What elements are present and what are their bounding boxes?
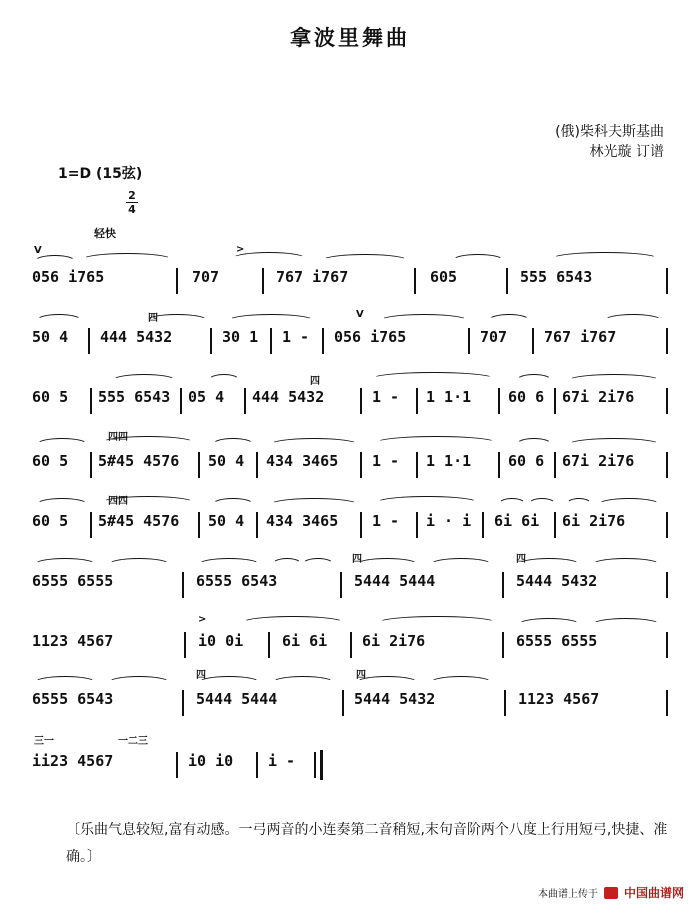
- bar-line: [498, 388, 500, 414]
- fingering-mark: 四四: [108, 432, 128, 443]
- footer: [538, 884, 684, 901]
- bar-line: [210, 328, 212, 354]
- measure: 767 i767: [544, 328, 617, 346]
- slur: [518, 558, 580, 571]
- bar-line: [342, 690, 344, 716]
- slur: [518, 618, 580, 631]
- credits: [555, 122, 664, 162]
- bar-line: [554, 512, 556, 538]
- fingering-mark: 四: [196, 670, 206, 681]
- slur: [356, 676, 418, 689]
- slur: [102, 436, 194, 449]
- slur: [372, 372, 494, 385]
- measure: 767 i767: [276, 268, 349, 286]
- slur: [272, 676, 334, 689]
- slur: [232, 252, 306, 265]
- measure: 67i 2i76: [562, 452, 635, 470]
- measure: 555 6543: [520, 268, 593, 286]
- slur: [552, 252, 658, 265]
- slur: [516, 374, 552, 387]
- bar-line: [90, 388, 92, 414]
- bar-line: [198, 512, 200, 538]
- measure: 1 -: [372, 452, 400, 470]
- site-logo-icon: [604, 887, 618, 899]
- slur: [34, 676, 96, 689]
- measure: 605: [430, 268, 467, 286]
- slur: [356, 558, 418, 571]
- measure: 5444 5432: [354, 690, 436, 708]
- measure: 6555 6543: [196, 572, 278, 590]
- measure: 6555 6555: [516, 632, 598, 650]
- fingering-mark: 四: [148, 313, 158, 324]
- slur: [592, 558, 660, 571]
- slur: [380, 314, 468, 327]
- bar-line: [416, 388, 418, 414]
- accent-mark: >: [236, 244, 245, 255]
- bar-line: [666, 632, 668, 658]
- bar-line: [270, 328, 272, 354]
- slur: [112, 374, 176, 387]
- slur: [198, 558, 260, 571]
- slur: [270, 438, 358, 451]
- bar-line: [502, 572, 504, 598]
- slur: [208, 374, 240, 387]
- bar-line: [182, 690, 184, 716]
- bar-line: [502, 632, 504, 658]
- bar-line: [176, 752, 178, 778]
- measure: 6555 6543: [32, 690, 114, 708]
- score-row: [32, 512, 672, 542]
- bar-line: [416, 512, 418, 538]
- measure: 50 4: [32, 328, 69, 346]
- measure: ii23 4567: [32, 752, 114, 770]
- fingering-mark: 四: [310, 376, 320, 387]
- score-row: [32, 268, 672, 298]
- slur: [82, 253, 172, 266]
- bar-line: [468, 328, 470, 354]
- slur: [34, 255, 76, 268]
- slur: [598, 498, 660, 511]
- tempo-marking: 轻快: [94, 227, 116, 240]
- slur: [34, 558, 96, 571]
- slur: [212, 438, 254, 451]
- score-row: [32, 632, 672, 662]
- meter-bottom: 4: [128, 203, 136, 216]
- slur: [146, 314, 208, 327]
- measure: 555 6543: [98, 388, 171, 406]
- slur: [378, 616, 496, 629]
- bar-line: [340, 572, 342, 598]
- bar-line: [666, 268, 668, 294]
- measure: 5444 5444: [196, 690, 278, 708]
- editor-line: 林光璇 订谱: [589, 144, 664, 160]
- bar-line: [498, 452, 500, 478]
- bar-line: [666, 690, 668, 716]
- measure: 1123 4567: [32, 632, 114, 650]
- fingering-mark: 四: [516, 554, 526, 565]
- measure: 1 1·1: [426, 452, 472, 470]
- bar-line: [256, 512, 258, 538]
- bar-line: [88, 328, 90, 354]
- final-bar-line: [320, 750, 323, 780]
- slur: [452, 254, 504, 267]
- slur: [270, 498, 358, 511]
- slur: [592, 618, 660, 631]
- measure: 50 4: [208, 452, 245, 470]
- footer-text: 本曲谱上传于: [537, 889, 598, 900]
- bar-line: [666, 572, 668, 598]
- bar-line: [198, 452, 200, 478]
- bowing-mark-v: V: [356, 309, 364, 320]
- measure: i0 0i: [198, 632, 244, 650]
- bar-line: [414, 268, 416, 294]
- measure: i · i: [426, 512, 472, 530]
- bar-line: [504, 690, 506, 716]
- composer-line: (俄)柴科夫斯基曲: [555, 124, 664, 140]
- bar-line: [360, 452, 362, 478]
- slur: [102, 496, 194, 509]
- bar-line: [554, 452, 556, 478]
- measure: 60 5: [32, 388, 69, 406]
- score-row: [32, 328, 672, 358]
- bar-line: [532, 328, 534, 354]
- slur: [36, 438, 88, 451]
- bar-line: [182, 572, 184, 598]
- bar-line: [90, 512, 92, 538]
- measure: 434 3465: [266, 452, 339, 470]
- slur: [36, 314, 82, 327]
- score-row: [32, 388, 672, 418]
- measure: 05 4: [188, 388, 225, 406]
- measure: 1 1·1: [426, 388, 472, 406]
- slur: [604, 314, 662, 327]
- bar-line: [180, 388, 182, 414]
- measure: 1 -: [282, 328, 310, 346]
- key-signature: 1=D (15弦): [58, 166, 143, 182]
- measure: i0 i0: [188, 752, 234, 770]
- measure: 6i 6i: [282, 632, 328, 650]
- bar-line: [666, 328, 668, 354]
- bar-line: [554, 388, 556, 414]
- bar-line: [90, 452, 92, 478]
- score-row: [32, 690, 672, 720]
- page-title: 拿波里舞曲: [290, 26, 410, 50]
- slur: [568, 374, 660, 387]
- slur: [108, 558, 170, 571]
- bar-line: [256, 452, 258, 478]
- slur: [376, 436, 496, 449]
- measure: 50 4: [208, 512, 245, 530]
- measure: 1123 4567: [518, 690, 600, 708]
- measure: 434 3465: [266, 512, 339, 530]
- measure: 6i 6i: [494, 512, 540, 530]
- bar-line: [268, 632, 270, 658]
- bar-line: [322, 328, 324, 354]
- slur: [376, 496, 478, 509]
- measure: 60 6: [508, 388, 545, 406]
- measure: 1 -: [372, 388, 400, 406]
- slur: [228, 314, 314, 327]
- score-row: [32, 752, 672, 782]
- slur: [302, 558, 334, 571]
- measure: 5444 5432: [516, 572, 598, 590]
- accent-mark: >: [198, 614, 207, 625]
- bar-line: [666, 388, 668, 414]
- slur: [488, 314, 530, 327]
- score-row: [32, 572, 672, 602]
- measure: i -: [268, 752, 296, 770]
- bar-line: [244, 388, 246, 414]
- slur: [108, 676, 170, 689]
- measure: 6555 6555: [32, 572, 114, 590]
- bar-line: [482, 512, 484, 538]
- bar-line: [360, 512, 362, 538]
- measure: 5#45 4576: [98, 512, 180, 530]
- bowing-mark-v: V: [34, 245, 42, 256]
- measure: 6i 2i76: [562, 512, 626, 530]
- measure: 60 6: [508, 452, 545, 470]
- measure: 707: [480, 328, 517, 346]
- time-signature: [126, 190, 138, 215]
- measure: 056 i765: [334, 328, 407, 346]
- slur: [322, 254, 408, 267]
- fingering-mark: 四四: [108, 496, 128, 507]
- fingering-mark: 四: [352, 554, 362, 565]
- slur: [568, 438, 660, 451]
- fingering-mark: 三一: [34, 736, 54, 747]
- bar-line: [350, 632, 352, 658]
- bar-line: [176, 268, 178, 294]
- measure: 60 5: [32, 512, 69, 530]
- slur: [272, 558, 302, 571]
- performance-note: 〔乐曲气息较短,富有动感。一弓两音的小连奏第二音稍短,末句音阶两个八度上行用短弓,快捷、准确。〕: [66, 822, 668, 865]
- slur: [498, 498, 526, 511]
- score-row: [32, 452, 672, 482]
- slur: [528, 498, 556, 511]
- measure: 707: [192, 268, 229, 286]
- measure: 444 5432: [252, 388, 325, 406]
- slur: [242, 616, 344, 629]
- measure: 1 -: [372, 512, 400, 530]
- measure: 444 5432: [100, 328, 173, 346]
- slur: [430, 676, 492, 689]
- bar-line: [360, 388, 362, 414]
- bar-line: [314, 752, 316, 778]
- meter-top: 2: [128, 189, 136, 202]
- bar-line: [416, 452, 418, 478]
- measure: 5444 5444: [354, 572, 436, 590]
- measure: 6i 2i76: [362, 632, 426, 650]
- bar-line: [262, 268, 264, 294]
- slur: [516, 438, 552, 451]
- measure: 67i 2i76: [562, 388, 635, 406]
- fingering-mark: 四: [356, 670, 366, 681]
- bar-line: [506, 268, 508, 294]
- measure: 60 5: [32, 452, 69, 470]
- measure: 5#45 4576: [98, 452, 180, 470]
- fingering-mark: 一二三: [118, 736, 148, 747]
- slur: [198, 676, 260, 689]
- bar-line: [666, 512, 668, 538]
- bar-line: [256, 752, 258, 778]
- slur: [430, 558, 492, 571]
- slur: [212, 498, 254, 511]
- site-name[interactable]: 中国曲谱网: [623, 886, 684, 900]
- bar-line: [666, 452, 668, 478]
- slur: [36, 498, 88, 511]
- measure: 056 i765: [32, 268, 105, 286]
- bar-line: [184, 632, 186, 658]
- measure: 30 1: [222, 328, 259, 346]
- slur: [566, 498, 592, 511]
